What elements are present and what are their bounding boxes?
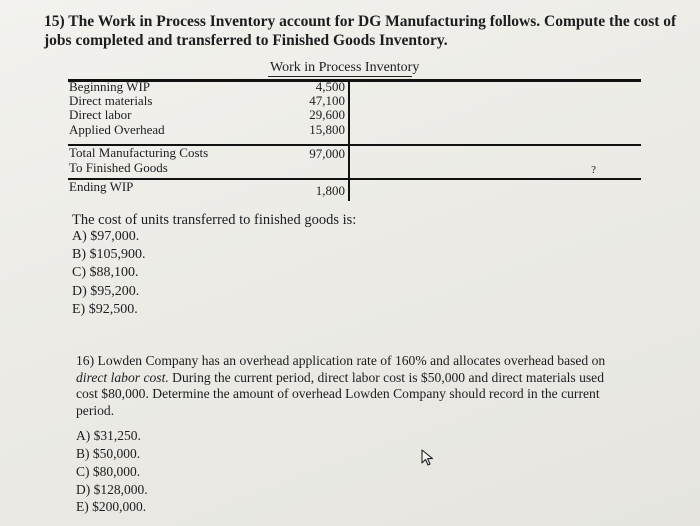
ledger-unknown-value: ? [591, 164, 596, 176]
ledger-row-label: Applied Overhead [69, 122, 165, 137]
question-15-option-e[interactable]: E) $92,500. [72, 302, 138, 317]
question-16-option-d[interactable]: D) $128,000. [76, 482, 148, 497]
ledger-top-rule [68, 79, 641, 82]
question-15-option-b[interactable]: B) $105,900. [72, 247, 146, 262]
ledger-row-value: 1,800 [315, 183, 345, 198]
question-15-title-line-1: 15) The Work in Process Inventory account for DG Manufacturing follows. Compute the cost of [44, 13, 677, 30]
question-15-title-line-2: jobs completed and transferred to Finished Goods Inventory. [44, 32, 448, 49]
question-16-line-4: period. [76, 402, 115, 418]
ledger-row-value: 4,500 [315, 79, 345, 94]
ledger-row-label: Beginning WIP [69, 79, 151, 94]
question-15-option-d[interactable]: D) $95,200. [72, 284, 140, 299]
ledger-row-label: Total Manufacturing Costs [69, 145, 209, 160]
mouse-pointer-icon [421, 449, 435, 472]
mouse-pointer-icon-graphic [421, 449, 435, 467]
question-16-option-b[interactable]: B) $50,000. [76, 446, 141, 461]
question-16-line-3: cost $80,000. Determine the amount of overhead Lowden Company should record in the current [76, 386, 600, 401]
question-16-option-e[interactable]: E) $200,000. [76, 499, 147, 514]
ledger-row-value: 47,100 [309, 93, 345, 108]
ledger-vertical-rule [348, 81, 350, 201]
question-16-line-1: 16) Lowden Company has an overhead application rate of 160% and allocates overhead based on [76, 353, 606, 368]
ledger-row-value: 15,800 [309, 122, 345, 137]
ledger-ending-rule [68, 178, 641, 180]
question-16-line-2-rest: During the current period, direct labor cost is $50,000 and direct materials used [168, 369, 605, 385]
ledger-row-value: 29,600 [309, 107, 345, 122]
ledger-title: Work in Process Inventory [270, 60, 420, 75]
question-16-italic-phrase: direct labor cost. [76, 369, 169, 385]
question-16-option-c[interactable]: C) $80,000. [76, 464, 141, 479]
question-15-option-c[interactable]: C) $88,100. [72, 265, 139, 280]
question-16-text [76, 353, 676, 419]
question-15-title [44, 12, 676, 50]
ledger-row-value: 97,000 [309, 146, 345, 161]
question-16-option-a[interactable]: A) $31,250. [76, 428, 141, 443]
ledger-row-label: To Finished Goods [69, 160, 168, 175]
question-15-prompt: The cost of units transferred to finished goods is: [72, 212, 357, 228]
question-15-option-a[interactable]: A) $97,000. [72, 229, 140, 244]
ledger-title-underline [268, 76, 412, 77]
ledger-row-label: Direct labor [69, 107, 132, 122]
ledger-row-label: Ending WIP [69, 179, 134, 194]
ledger-row-label: Direct materials [69, 93, 153, 108]
question-16-line-2 [76, 370, 676, 387]
